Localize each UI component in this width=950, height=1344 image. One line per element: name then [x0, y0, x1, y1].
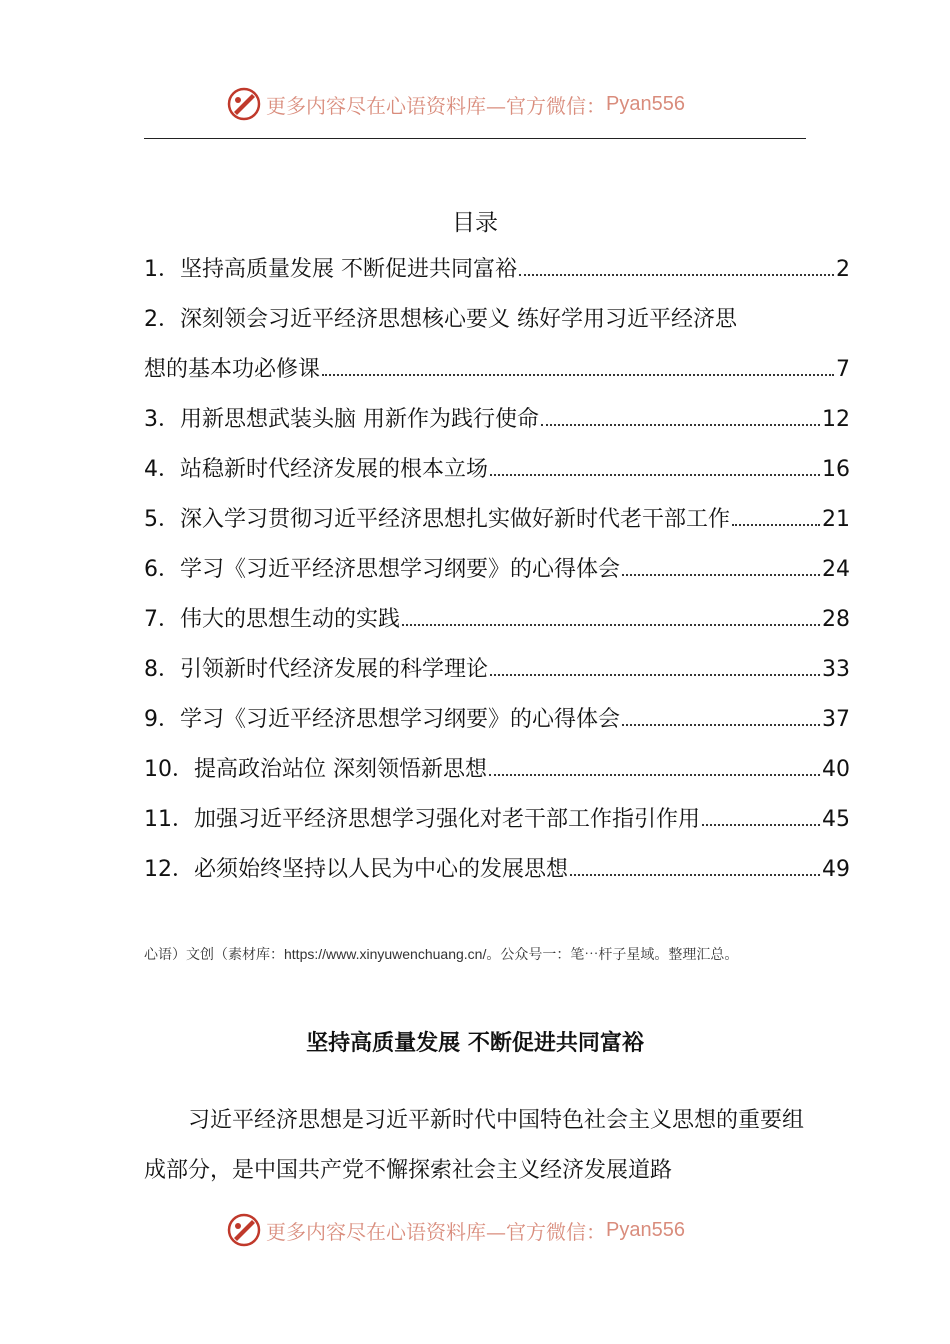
toc-entry-title: 引领新时代经济发展的科学理论 [180, 657, 489, 682]
toc-entry-title: 提高政治站位 深刻领悟新思想 [194, 757, 487, 782]
toc-entry-number: 12． [144, 857, 194, 882]
toc-entry-number: 8． [144, 657, 180, 682]
logo-icon [226, 1212, 262, 1248]
toc-entry-page: 37 [822, 707, 850, 732]
toc-entry-title: 坚持高质量发展 不断促进共同富裕 [180, 257, 517, 282]
toc-entry-page: 28 [822, 607, 850, 632]
toc-entry-12[interactable] [144, 850, 850, 900]
toc-entry-4[interactable] [144, 450, 850, 500]
toc-leader-dots [490, 474, 820, 476]
banner-text: 更多内容尽在心语资料库—官方微信： [266, 1219, 606, 1244]
toc-entry-title: 学习《习近平经济思想学习纲要》的心得体会 [180, 707, 621, 732]
toc-entry-page: 33 [822, 657, 850, 682]
toc-entry-page: 49 [822, 857, 850, 882]
toc-leader-dots [622, 574, 820, 576]
toc-entry-title: 深入学习贯彻习近平经济思想扎实做好新时代老干部工作 [180, 507, 731, 532]
toc-entry-2[interactable] [144, 300, 850, 400]
source-note-prefix: 心语）文创（素材库： [144, 947, 284, 963]
toc-entry-page: 16 [822, 457, 850, 482]
table-of-contents [144, 250, 850, 900]
toc-leader-dots [732, 524, 820, 526]
toc-entry-title-continued: 想的基本功必修课 [144, 357, 321, 382]
toc-entry-6[interactable] [144, 550, 850, 600]
toc-leader-dots [702, 824, 820, 826]
toc-entry-number: 5． [144, 507, 180, 532]
source-note [144, 942, 806, 968]
toc-entry-title: 用新思想武装头脑 用新作为践行使命 [180, 407, 539, 432]
toc-entry-page: 21 [822, 507, 850, 532]
toc-entry-title: 学习《习近平经济思想学习纲要》的心得体会 [180, 557, 621, 582]
toc-entry-page: 7 [836, 357, 850, 382]
toc-entry-page: 24 [822, 557, 850, 582]
toc-entry-number: 7． [144, 607, 180, 632]
toc-entry-number: 4． [144, 457, 180, 482]
toc-entry-number: 3． [144, 407, 180, 432]
toc-entry-7[interactable] [144, 600, 850, 650]
toc-entry-page: 45 [822, 807, 850, 832]
banner-handle: Pyan556 [606, 92, 685, 115]
toc-leader-dots [519, 274, 834, 276]
toc-title: 目录 [452, 210, 498, 236]
toc-entry-1[interactable] [144, 250, 850, 300]
toc-entry-title: 深刻领会习近平经济思想核心要义 练好学用习近平经济思 [180, 307, 737, 332]
toc-entry-number: 6． [144, 557, 180, 582]
toc-entry-number: 11． [144, 807, 194, 832]
logo-icon [226, 86, 262, 122]
toc-leader-dots [490, 674, 820, 676]
toc-entry-number: 1． [144, 257, 180, 282]
toc-entry-page: 2 [836, 257, 850, 282]
toc-entry-11[interactable] [144, 800, 850, 850]
toc-entry-5[interactable] [144, 500, 850, 550]
article-title: 坚持高质量发展 不断促进共同富裕 [306, 1031, 644, 1056]
toc-entry-3[interactable] [144, 400, 850, 450]
toc-entry-10[interactable] [144, 750, 850, 800]
banner-handle: Pyan556 [606, 1218, 685, 1241]
toc-leader-dots [622, 724, 820, 726]
toc-entry-number: 2． [144, 307, 180, 332]
toc-leader-dots [322, 374, 834, 376]
footer-watermark-banner [0, 1210, 950, 1250]
toc-entry-title: 伟大的思想生动的实践 [180, 607, 401, 632]
toc-entry-title: 必须始终坚持以人民为中心的发展思想 [194, 857, 569, 882]
toc-leader-dots [489, 774, 820, 776]
source-note-suffix: 。公众号一：笔⋯杆子星域。整理汇总。 [486, 947, 739, 963]
header-divider [144, 138, 806, 139]
toc-entry-number: 10． [144, 757, 194, 782]
toc-leader-dots [541, 424, 820, 426]
toc-leader-dots [570, 874, 820, 876]
toc-entry-page: 12 [822, 407, 850, 432]
toc-entry-page: 40 [822, 757, 850, 782]
toc-entry-8[interactable] [144, 650, 850, 700]
toc-entry-title: 站稳新时代经济发展的根本立场 [180, 457, 489, 482]
header-watermark-banner [0, 84, 950, 124]
article-paragraph: 习近平经济思想是习近平新时代中国特色社会主义思想的重要组成部分，是中国共产党不懈探索社会主义经济发展道路 [144, 1108, 805, 1183]
toc-leader-dots [402, 624, 820, 626]
banner-text: 更多内容尽在心语资料库—官方微信： [266, 93, 606, 118]
toc-entry-number: 9． [144, 707, 180, 732]
source-url-link[interactable]: https://www.xinyuwenchuang.cn/ [284, 946, 487, 962]
toc-entry-9[interactable] [144, 700, 850, 750]
toc-entry-title: 加强习近平经济思想学习强化对老干部工作指引作用 [194, 807, 701, 832]
